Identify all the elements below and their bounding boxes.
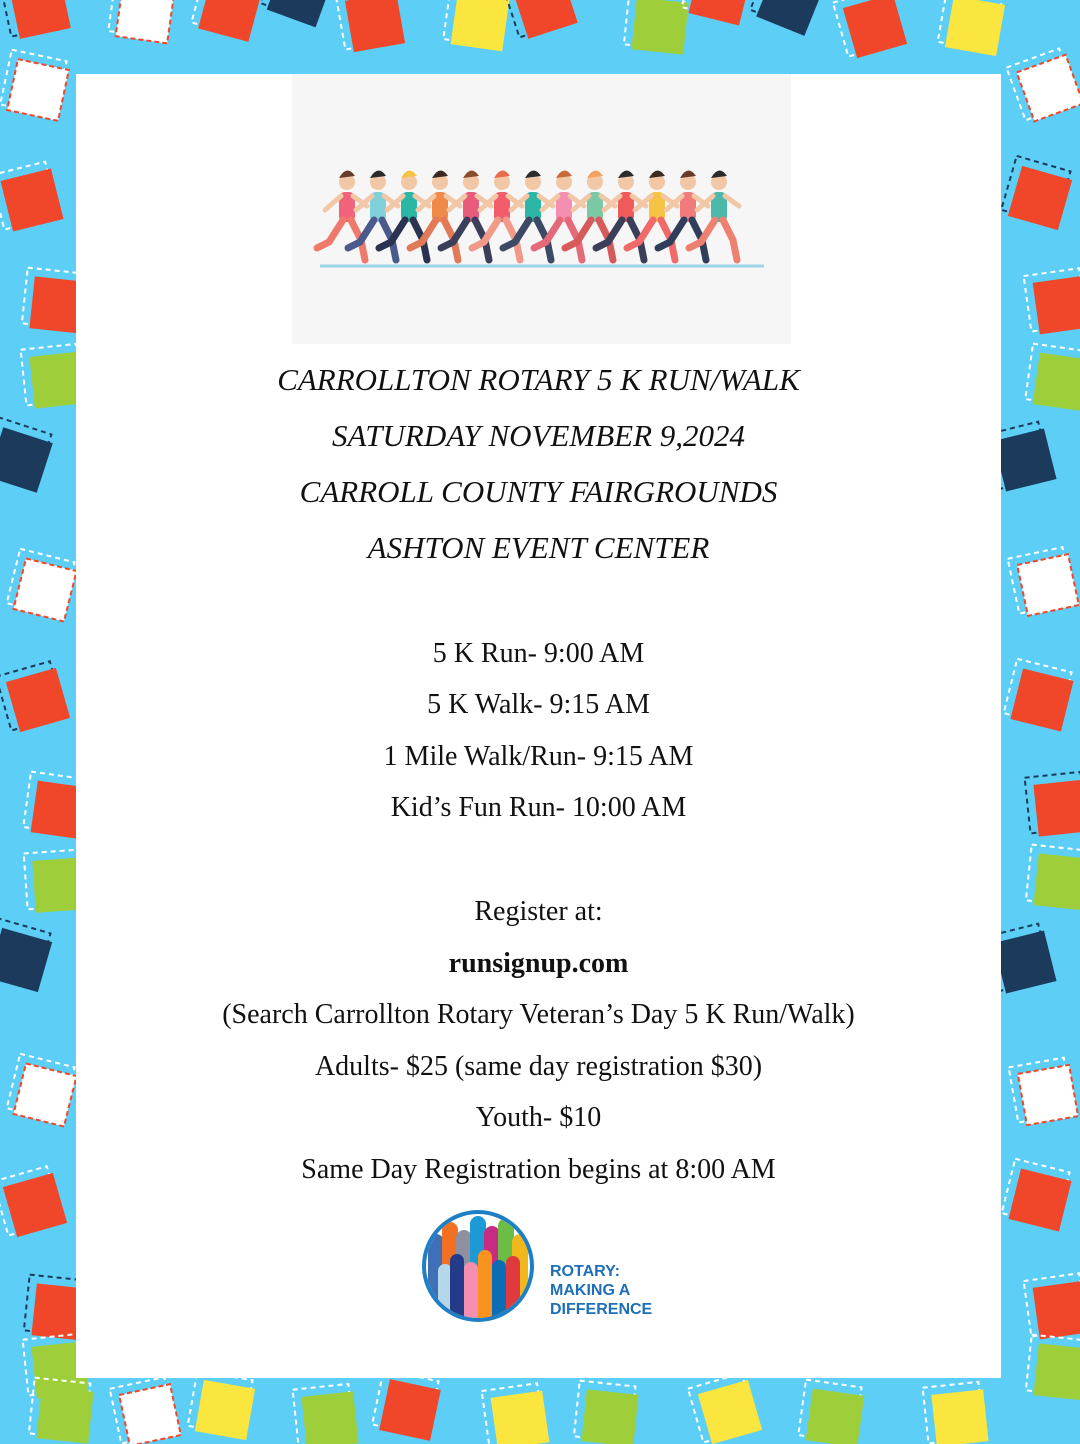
confetti-tile xyxy=(1025,1335,1080,1401)
runner-figure xyxy=(317,170,367,260)
runner-figure xyxy=(627,170,677,260)
runners-banner xyxy=(292,74,791,344)
confetti-tile xyxy=(336,0,406,54)
confetti-tile xyxy=(1025,344,1080,412)
confetti-tile xyxy=(681,0,754,26)
same-day-registration: Same Day Registration begins at 8:00 AM xyxy=(301,1154,776,1185)
logo-text-line2: MAKING A xyxy=(550,1282,631,1299)
confetti-tile xyxy=(187,1371,257,1441)
confetti-tile xyxy=(0,161,64,234)
confetti-tile xyxy=(1000,156,1074,230)
confetti-tile xyxy=(502,0,578,41)
confetti-tile xyxy=(937,0,1007,56)
runner-figure xyxy=(689,170,739,260)
confetti-tile xyxy=(0,0,71,41)
runner-figure xyxy=(596,170,646,260)
confetti-tile xyxy=(0,417,55,493)
confetti-tile xyxy=(0,1165,67,1239)
confetti-tile xyxy=(798,1380,866,1444)
runner-figure xyxy=(348,170,398,260)
event-date: SATURDAY NOVEMBER 9,2024 xyxy=(331,418,746,453)
confetti-tile xyxy=(1009,1057,1079,1127)
register-heading: Register at: xyxy=(474,896,603,927)
confetti-tile xyxy=(623,0,689,55)
schedule-item-kids-run: Kid’s Fun Run- 10:00 AM xyxy=(390,792,687,823)
confetti-tile xyxy=(573,1381,639,1444)
confetti-tile xyxy=(749,0,827,36)
runners-illustration-icon xyxy=(292,74,791,344)
schedule-item-5k-run: 5 K Run- 9:00 AM xyxy=(432,638,645,669)
confetti-tile xyxy=(0,50,71,121)
confetti-tile xyxy=(0,660,70,734)
runner-figure xyxy=(503,170,553,260)
confetti-tile xyxy=(688,1372,762,1444)
runner-figure xyxy=(658,170,708,260)
schedule-item-5k-walk: 5 K Walk- 9:15 AM xyxy=(427,689,650,720)
confetti-tile xyxy=(190,0,263,42)
confetti-tile xyxy=(1003,659,1076,732)
confetti-tile xyxy=(1024,1273,1080,1341)
event-title: CARROLLTON ROTARY 5 K RUN/WALK xyxy=(277,362,800,397)
confetti-tile xyxy=(110,1376,181,1444)
rotary-logo-icon xyxy=(420,1204,665,1329)
price-youth: Youth- $10 xyxy=(475,1102,602,1133)
confetti-tile xyxy=(0,918,54,992)
price-adults: Adults- $25 (same day registration $30) xyxy=(314,1051,763,1082)
confetti-tile xyxy=(259,0,336,27)
confetti-tile xyxy=(6,549,79,622)
event-building: ASHTON EVENT CENTER xyxy=(367,530,710,565)
logo-text-line1: ROTARY: xyxy=(550,1263,620,1280)
register-search-hint: (Search Carrollton Rotary Veteran’s Day 5 K Run/Walk) xyxy=(222,999,855,1030)
confetti-tile xyxy=(833,0,907,60)
confetti-tile xyxy=(1001,1159,1074,1232)
runner-figure xyxy=(534,170,584,260)
confetti-tile xyxy=(1025,771,1080,837)
confetti-tile xyxy=(482,1383,550,1444)
confetti-tile xyxy=(1025,845,1080,911)
confetti-tile xyxy=(6,1054,79,1127)
runner-figure xyxy=(472,170,522,260)
logo-text-line3: DIFFERENCE xyxy=(550,1301,653,1318)
confetti-tile xyxy=(443,0,511,51)
confetti-tile xyxy=(293,1383,359,1444)
confetti-tile xyxy=(1024,268,1080,336)
confetti-tile xyxy=(1008,546,1079,617)
runner-figure xyxy=(441,170,491,260)
confetti-tile xyxy=(923,1381,989,1444)
runner-figure xyxy=(565,170,615,260)
runner-figure xyxy=(410,170,460,260)
rotary-logo xyxy=(420,1204,665,1329)
event-venue: CARROLL COUNTY FAIRGROUNDS xyxy=(299,474,778,509)
confetti-tile xyxy=(108,0,176,43)
confetti-tile xyxy=(371,1370,442,1441)
confetti-tile xyxy=(1006,47,1080,124)
runner-figure xyxy=(379,170,429,260)
register-site-link[interactable]: runsignup.com xyxy=(448,948,629,979)
schedule-item-1-mile: 1 Mile Walk/Run- 9:15 AM xyxy=(383,741,694,772)
